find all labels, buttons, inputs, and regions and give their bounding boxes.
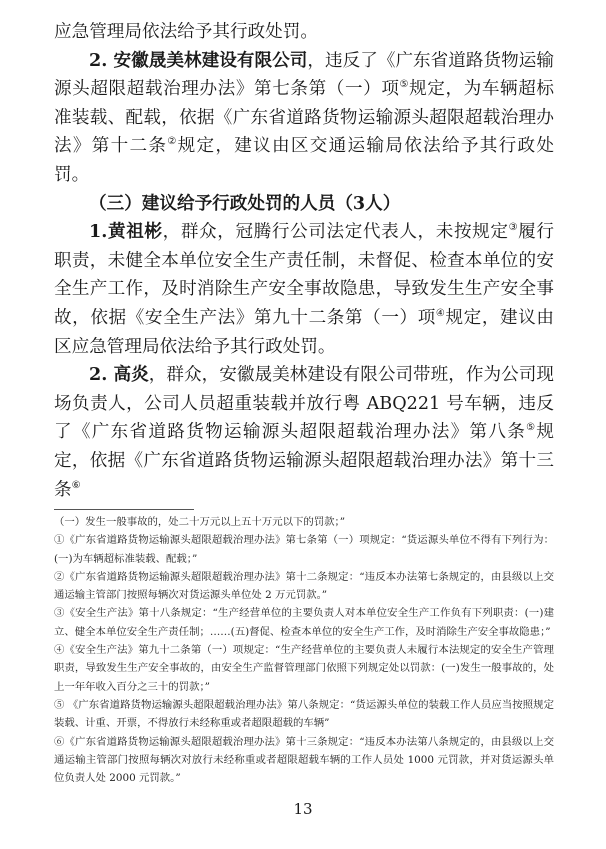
- footnote: ⑥《广东省道路货物运输源头超限超载治理办法》第十三条规定：“违反本办法第八条规定的，由县级以上交通运输主管部门按照每辆次对放行未经称重或者超限超载车辆的工作人员处 1000 元罚款，并对货运源头单位负责人处 2000 元罚款。”: [54, 735, 554, 785]
- footnote: ②《广东省道路货物运输源头超限超载治理办法》第十二条规定：“违反本办法第七条规定的，由县级以上交通运输主管部门按照每辆次对货运源头单位处 2 万元罚款。”: [54, 570, 554, 602]
- footnote: （一）发生一般事故的，处二十万元以上五十万元以下的罚款；”: [54, 516, 346, 528]
- footnote-ref: ⑥: [71, 479, 81, 491]
- footnotes: [54, 513, 554, 787]
- paragraph-person-1: 1.黄祖彬，群众，冠腾行公司法定代表人，未按规定③履行职责，未健全本单位安全生产责任制，未督促、检查本单位的安全生产工作，及时消除生产安全事故隐患，导致发生生产安全事故，依据《安全生产法》第九十二条第（一）项④规定，建议由区应急管理局依法给予其行政处罚。: [54, 221, 554, 357]
- footnote: ④《安全生产法》第九十二条第（一）项规定：“生产经营单位的主要负责人未履行本法规定的安全生产管理职责，导致发生生产安全事故的，由安全生产监督管理部门依照下列规定处以罚款：(一)发生一般事故的，处上一年年收入百分之三十的罚款；”: [54, 644, 554, 693]
- footnote-ref: ⑤: [526, 422, 537, 434]
- paragraph-continuation: 应急管理局依法给予其行政处罚。: [54, 22, 318, 42]
- footnote: ①《广东省道路货物运输源头超限超载治理办法》第七条第（一）项规定：“货运源头单位不得有下列行为：(一)为车辆超标准装载、配载；”: [54, 534, 554, 565]
- body-text: [54, 18, 554, 504]
- footnote-ref: ④: [435, 308, 446, 320]
- paragraph-person-2: 2. 高炎，群众，安徽晟美林建设有限公司带班，作为公司现场负责人，公司人员超重装载并放行粤 ABQ221 号车辆，违反了《广东省道路货物运输源头超限超载治理办法》第八条⑤规定，依据《广东省道路货物运输源头超限超载治理办法》第十三条⑥: [54, 364, 554, 500]
- paragraph-company-2: 2. 安徽晟美林建设有限公司，违反了《广东省道路货物运输源头超限超载治理办法》第七条第（一）项⑤规定，为车辆超标准装载、配载，依据《广东省道路货物运输源头超限超载治理办法》第十二条②规定，建议由区交通运输局依法给予其行政处罚。: [54, 49, 554, 185]
- person-name: 2. 高炎: [89, 364, 149, 386]
- footnote-divider: [54, 509, 194, 510]
- footnote-ref: ②: [167, 136, 178, 148]
- footnote-ref: ⑤: [399, 79, 410, 91]
- page-number: 13: [293, 800, 313, 818]
- person-name: 1.黄祖彬: [89, 221, 163, 243]
- company-name: 2. 安徽晟美林建设有限公司: [89, 49, 308, 71]
- section-heading: （三）建议给予行政处罚的人员（3人）: [89, 192, 401, 214]
- footnote-ref: ③: [508, 222, 519, 234]
- footnote: ③《安全生产法》第十八条规定：“生产经营单位的主要负责人对本单位安全生产工作负有下列职责：(一)建立、健全本单位安全生产责任制；……(五)督促、检查本单位的安全生产工作，及时消除生产安全事故隐患；”: [54, 607, 554, 638]
- footnote: ⑤ 《广东省道路货物运输源头超限超载治理办法》第八条规定：“货运源头单位的装载工作人员应当按照规定装载、计重、开票，不得放行未经称重或者超限超载的车辆”: [54, 698, 554, 730]
